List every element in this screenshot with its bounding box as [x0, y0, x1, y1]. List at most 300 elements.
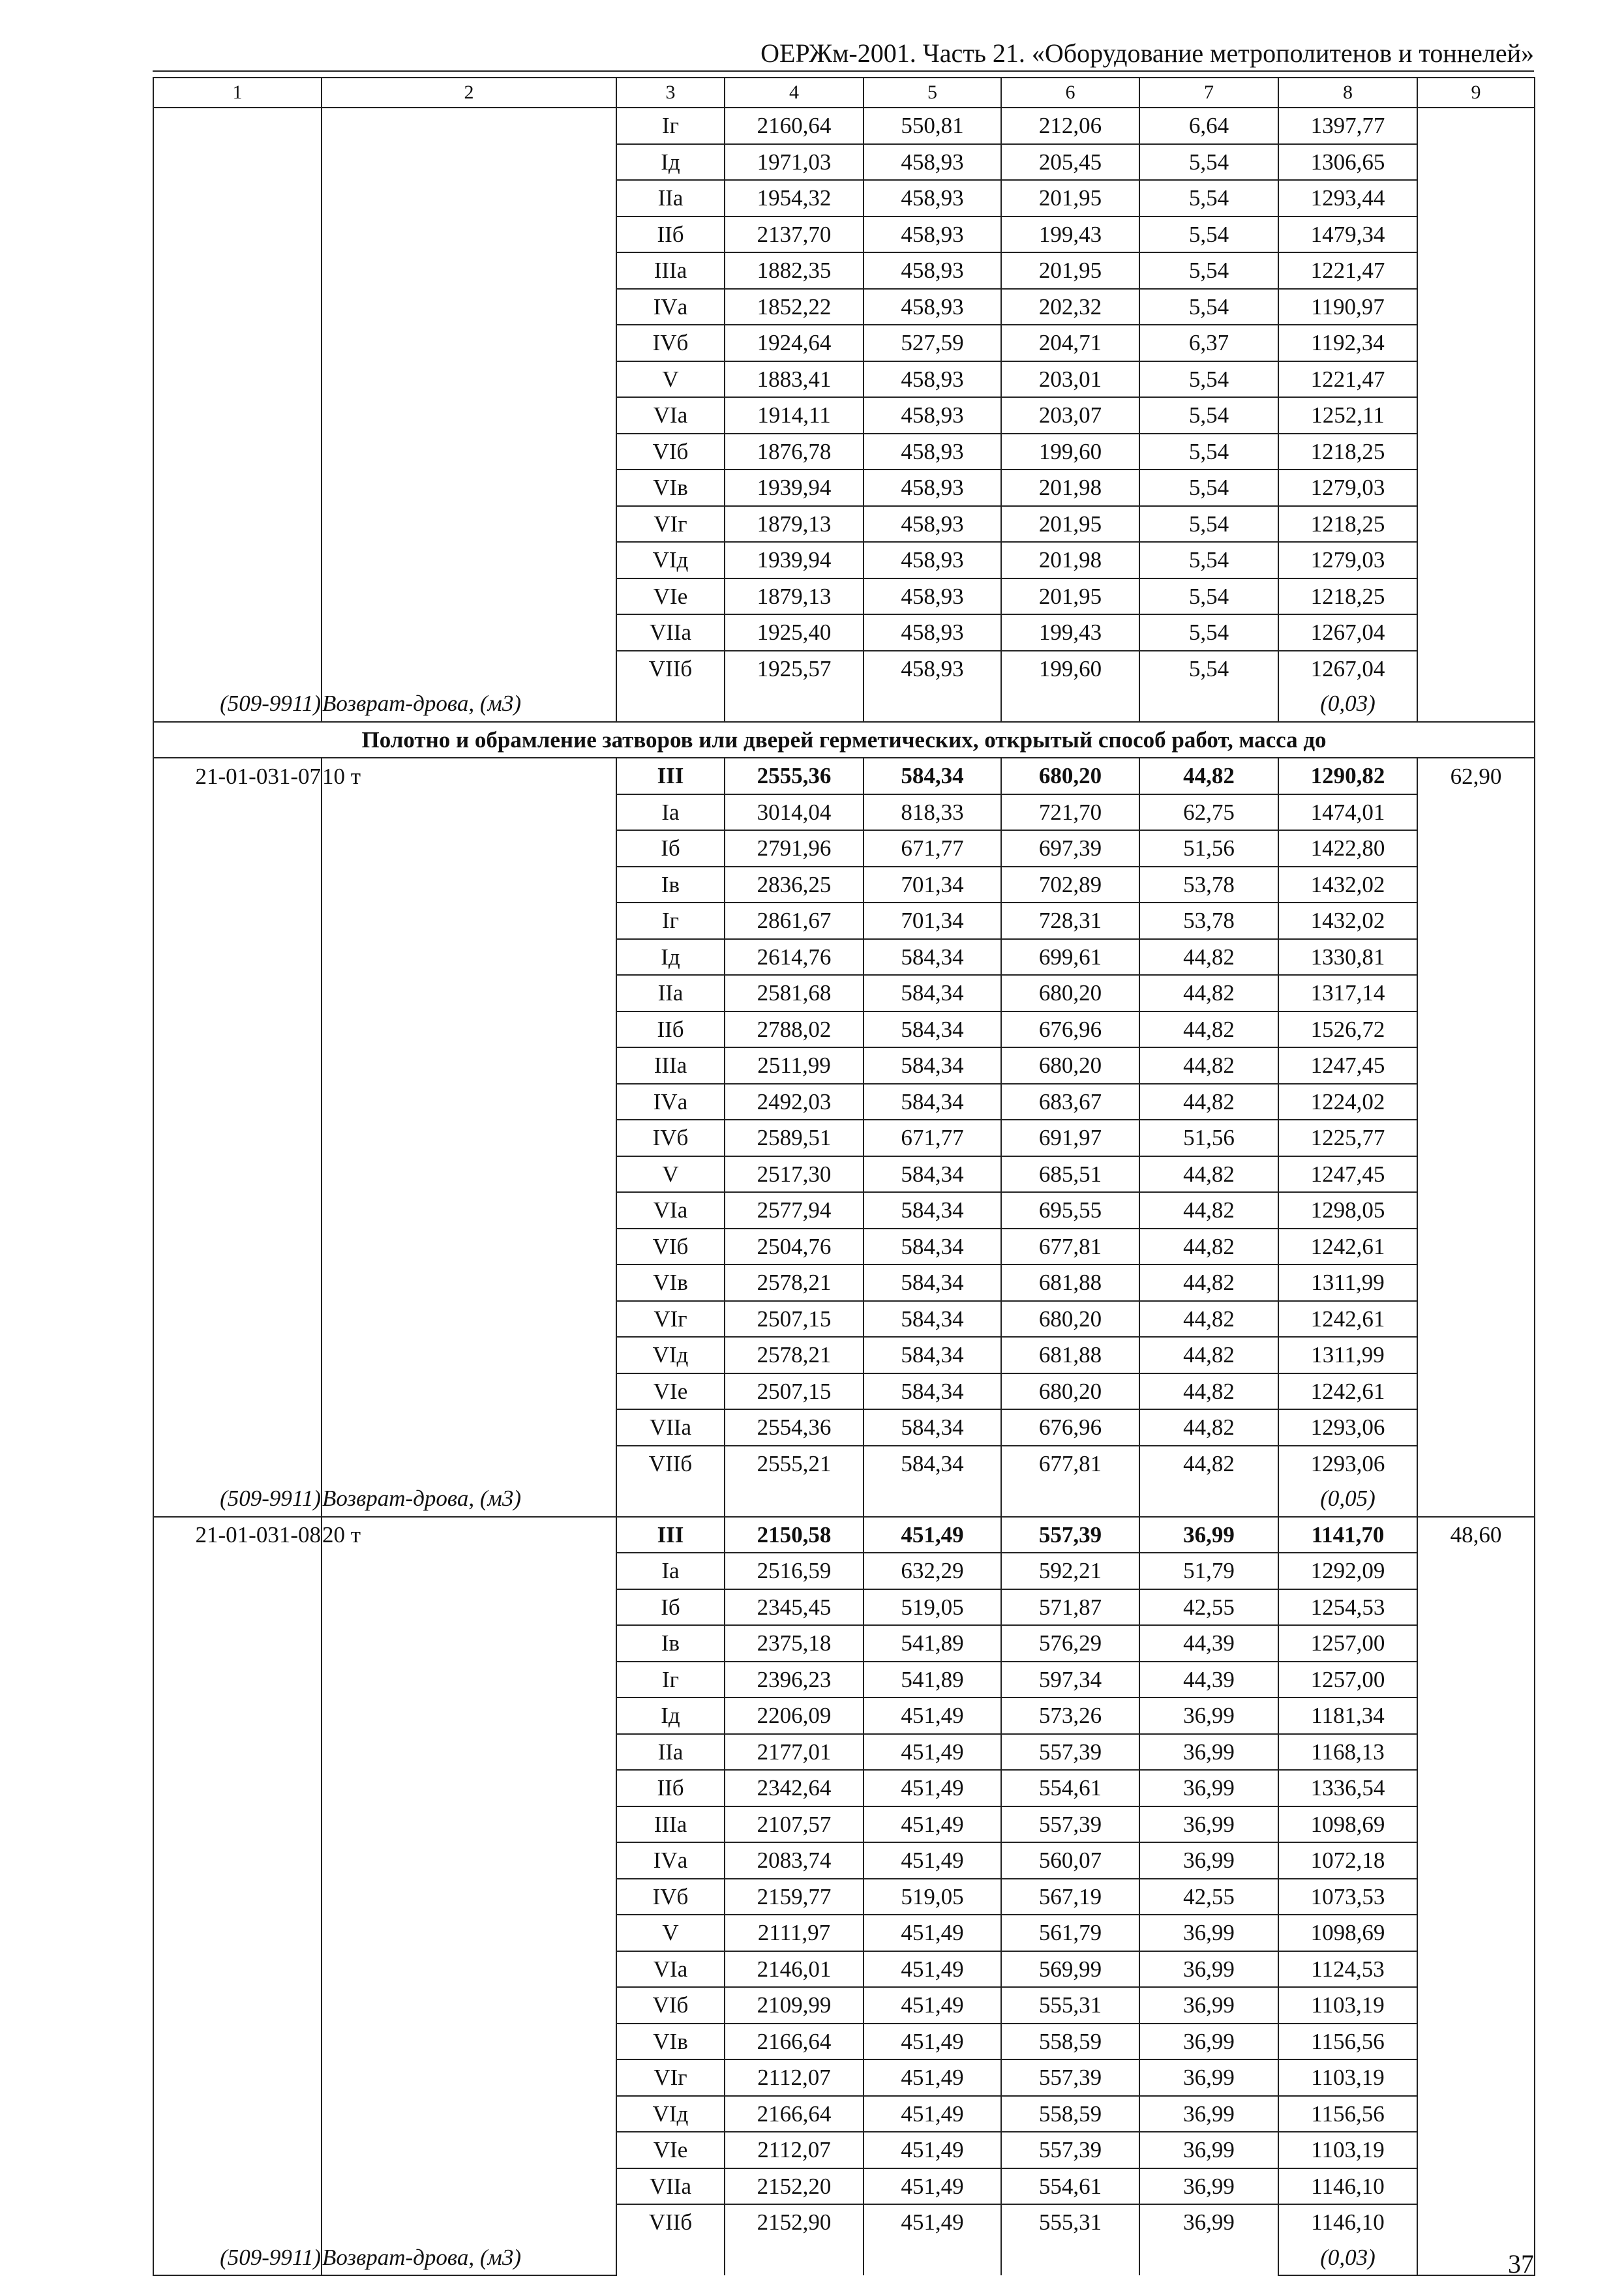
price-row: [153, 1806, 1535, 1843]
work-name-empty: [322, 108, 616, 144]
driver-wages-cell: 44,82: [1139, 1156, 1278, 1193]
machine-operation-cell: 697,39: [1001, 830, 1139, 867]
labor-cell-empty: [1417, 1770, 1535, 1806]
labor-cell-empty: [1417, 144, 1535, 181]
machine-operation-cell: 680,20: [1001, 1047, 1139, 1084]
materials-cell: 1252,11: [1278, 397, 1417, 434]
labor-cell-empty: [1417, 108, 1535, 144]
materials-cell: 1290,82: [1278, 758, 1417, 794]
work-name-empty: [322, 397, 616, 434]
region-zone-cell: IIIа: [616, 252, 725, 289]
work-name-empty: [322, 361, 616, 398]
wages-cell: 584,34: [864, 1192, 1001, 1229]
material-code: (509-9911): [153, 1481, 322, 1517]
driver-wages-cell: 53,78: [1139, 867, 1278, 903]
column-number: 9: [1417, 78, 1535, 108]
direct-costs-cell: 2577,94: [725, 1192, 864, 1229]
driver-wages-cell: 36,99: [1139, 2096, 1278, 2132]
rate-code-empty: [153, 1192, 322, 1229]
labor-cell-empty: [1417, 1446, 1535, 1482]
direct-costs-cell: 2788,02: [725, 1011, 864, 1048]
materials-cell: 1247,45: [1278, 1047, 1417, 1084]
direct-costs-cell: 2578,21: [725, 1337, 864, 1373]
machine-operation-cell: 681,88: [1001, 1264, 1139, 1301]
labor-cell-empty: [1417, 1589, 1535, 1626]
direct-costs-cell: 2581,68: [725, 975, 864, 1011]
driver-wages-cell: 5,54: [1139, 542, 1278, 578]
machine-operation-cell: 199,60: [1001, 651, 1139, 687]
rates-table: [153, 77, 1535, 2276]
machine-operation-cell: 212,06: [1001, 108, 1139, 144]
materials-cell: 1293,06: [1278, 1446, 1417, 1482]
empty-cell: [725, 2240, 864, 2276]
region-zone-cell: VIг: [616, 506, 725, 543]
driver-wages-cell: 44,82: [1139, 1084, 1278, 1120]
machine-operation-cell: 677,81: [1001, 1446, 1139, 1482]
price-row: [153, 2024, 1535, 2060]
region-zone-cell: Iа: [616, 1553, 725, 1589]
region-zone-cell: Iг: [616, 108, 725, 144]
price-row: [153, 578, 1535, 615]
direct-costs-cell: 2507,15: [725, 1301, 864, 1338]
rate-code: 21-01-031-07: [153, 758, 322, 794]
price-row: [153, 1734, 1535, 1771]
wages-cell: 550,81: [864, 108, 1001, 144]
wages-cell: 458,93: [864, 614, 1001, 651]
region-zone-cell: VIа: [616, 1951, 725, 1988]
rate-code-empty: [153, 1229, 322, 1265]
region-zone-cell: VIд: [616, 542, 725, 578]
price-row: [153, 1625, 1535, 1662]
material-row: [153, 2240, 1535, 2276]
machine-operation-cell: 680,20: [1001, 758, 1139, 794]
wages-cell: 541,89: [864, 1625, 1001, 1662]
labor-cell-empty: [1417, 217, 1535, 253]
region-zone-cell: VIIб: [616, 2204, 725, 2240]
price-row: [153, 542, 1535, 578]
empty-cell: [616, 686, 725, 722]
work-name-empty: [322, 1734, 616, 1771]
region-zone-cell: IVб: [616, 1120, 725, 1156]
wages-cell: 584,34: [864, 1156, 1001, 1193]
direct-costs-cell: 1939,94: [725, 470, 864, 506]
rate-code-empty: [153, 1446, 322, 1482]
direct-costs-cell: 2861,67: [725, 903, 864, 939]
price-row: [153, 830, 1535, 867]
driver-wages-cell: 44,82: [1139, 1229, 1278, 1265]
direct-costs-cell: 2589,51: [725, 1120, 864, 1156]
machine-operation-cell: 592,21: [1001, 1553, 1139, 1589]
wages-cell: 451,49: [864, 2059, 1001, 2096]
work-name-empty: [322, 614, 616, 651]
rate-code-empty: [153, 1698, 322, 1734]
column-number: 7: [1139, 78, 1278, 108]
wages-cell: 451,49: [864, 1698, 1001, 1734]
region-zone-cell: IIIа: [616, 1806, 725, 1843]
materials-cell: 1311,99: [1278, 1264, 1417, 1301]
driver-wages-cell: 36,99: [1139, 2024, 1278, 2060]
machine-operation-cell: 554,61: [1001, 2168, 1139, 2205]
materials-cell: 1311,99: [1278, 1337, 1417, 1373]
rate-code-empty: [153, 1806, 322, 1843]
labor-cell-empty: [1417, 1842, 1535, 1879]
driver-wages-cell: 36,99: [1139, 2204, 1278, 2240]
region-zone-cell: VIв: [616, 2024, 725, 2060]
work-name-empty: [322, 1084, 616, 1120]
work-name-empty: [322, 1446, 616, 1482]
direct-costs-cell: 3014,04: [725, 794, 864, 831]
machine-operation-cell: 573,26: [1001, 1698, 1139, 1734]
wages-cell: 584,34: [864, 1446, 1001, 1482]
work-name-empty: [322, 434, 616, 470]
price-row: [153, 434, 1535, 470]
price-row: [153, 1301, 1535, 1338]
labor-cell-empty: [1417, 578, 1535, 615]
materials-cell: 1279,03: [1278, 470, 1417, 506]
machine-operation-cell: 683,67: [1001, 1084, 1139, 1120]
price-row: [153, 1589, 1535, 1626]
rate-code-empty: [153, 1915, 322, 1951]
rate-code-empty: [153, 1373, 322, 1410]
region-zone-cell: Iб: [616, 1589, 725, 1626]
machine-operation-cell: 677,81: [1001, 1229, 1139, 1265]
wages-cell: 458,93: [864, 397, 1001, 434]
region-zone-cell: VIа: [616, 397, 725, 434]
price-row: [153, 2059, 1535, 2096]
labor-cell-empty: [1417, 180, 1535, 217]
driver-wages-cell: 36,99: [1139, 1842, 1278, 1879]
column-number: 2: [322, 78, 616, 108]
region-zone-cell: IVа: [616, 289, 725, 325]
direct-costs-cell: 1924,64: [725, 325, 864, 361]
materials-cell: 1168,13: [1278, 1734, 1417, 1771]
driver-wages-cell: 36,99: [1139, 2132, 1278, 2168]
labor-cell-empty: [1417, 2096, 1535, 2132]
direct-costs-cell: 1954,32: [725, 180, 864, 217]
driver-wages-cell: 5,54: [1139, 397, 1278, 434]
wages-cell: 584,34: [864, 1337, 1001, 1373]
machine-operation-cell: 680,20: [1001, 975, 1139, 1011]
driver-wages-cell: 6,37: [1139, 325, 1278, 361]
machine-operation-cell: 205,45: [1001, 144, 1139, 181]
price-row: [153, 1156, 1535, 1193]
wages-cell: 584,34: [864, 1084, 1001, 1120]
materials-cell: 1279,03: [1278, 542, 1417, 578]
labor-cell-empty: [1417, 1879, 1535, 1915]
section-title: Полотно и обрамление затворов или дверей герметических, открытый способ работ, масса до: [153, 722, 1535, 758]
driver-wages-cell: 36,99: [1139, 1951, 1278, 1988]
work-name-empty: [322, 1770, 616, 1806]
wages-cell: 451,49: [864, 2132, 1001, 2168]
region-zone-cell: Iб: [616, 830, 725, 867]
labor-cell-empty: [1417, 1698, 1535, 1734]
empty-cell: [616, 2240, 725, 2276]
rate-code-empty: [153, 2132, 322, 2168]
wages-cell: 584,34: [864, 1047, 1001, 1084]
driver-wages-cell: 44,82: [1139, 1409, 1278, 1446]
wages-cell: 584,34: [864, 1264, 1001, 1301]
wages-cell: 458,93: [864, 651, 1001, 687]
work-name-empty: [322, 1879, 616, 1915]
region-zone-cell: VIIб: [616, 651, 725, 687]
price-row: [153, 361, 1535, 398]
wages-cell: 458,93: [864, 434, 1001, 470]
machine-operation-cell: 555,31: [1001, 1987, 1139, 2024]
column-number: 5: [864, 78, 1001, 108]
labor-cell-empty: [1417, 1047, 1535, 1084]
material-value: (0,03): [1278, 686, 1417, 722]
region-zone-cell: Iд: [616, 144, 725, 181]
work-name-empty: [322, 1156, 616, 1193]
labor-cell-empty: [1417, 397, 1535, 434]
work-name-empty: [322, 1047, 616, 1084]
rate-code-empty: [153, 1879, 322, 1915]
machine-operation-cell: 554,61: [1001, 1770, 1139, 1806]
materials-cell: 1292,09: [1278, 1553, 1417, 1589]
wages-cell: 451,49: [864, 1734, 1001, 1771]
labor-cell-empty: [1417, 542, 1535, 578]
direct-costs-cell: 1914,11: [725, 397, 864, 434]
labor-cell-empty: [1417, 470, 1535, 506]
labor-cell: 48,60: [1417, 1517, 1535, 1553]
rate-code-empty: [153, 1589, 322, 1626]
wages-cell: 541,89: [864, 1662, 1001, 1698]
driver-wages-cell: 51,56: [1139, 1120, 1278, 1156]
wages-cell: 701,34: [864, 867, 1001, 903]
price-row: [153, 1915, 1535, 1951]
direct-costs-cell: 1879,13: [725, 506, 864, 543]
labor-cell-empty: [1417, 361, 1535, 398]
machine-operation-cell: 199,43: [1001, 217, 1139, 253]
direct-costs-cell: 1939,94: [725, 542, 864, 578]
rate-code-empty: [153, 108, 322, 144]
region-zone-cell: Iд: [616, 1698, 725, 1734]
labor-cell-empty: [1417, 434, 1535, 470]
direct-costs-cell: 2112,07: [725, 2059, 864, 2096]
wages-cell: 451,49: [864, 1806, 1001, 1843]
labor-cell-empty: [1417, 1553, 1535, 1589]
direct-costs-cell: 2109,99: [725, 1987, 864, 2024]
direct-costs-cell: 1876,78: [725, 434, 864, 470]
empty-cell: [1139, 2240, 1278, 2276]
machine-operation-cell: 555,31: [1001, 2204, 1139, 2240]
work-name-empty: [322, 867, 616, 903]
labor-cell-empty: [1417, 2024, 1535, 2060]
labor-cell-empty: [1417, 1373, 1535, 1410]
work-name-empty: [322, 2204, 616, 2240]
work-name-empty: [322, 794, 616, 831]
wages-cell: 451,49: [864, 2168, 1001, 2205]
work-name-empty: [322, 1589, 616, 1626]
price-row: [153, 470, 1535, 506]
price-row: [153, 1517, 1535, 1553]
materials-cell: 1293,06: [1278, 1409, 1417, 1446]
empty-cell: [1001, 686, 1139, 722]
region-zone-cell: Iв: [616, 1625, 725, 1662]
materials-cell: 1298,05: [1278, 1192, 1417, 1229]
rate-code-empty: [153, 939, 322, 976]
direct-costs-cell: 2791,96: [725, 830, 864, 867]
machine-operation-cell: 203,01: [1001, 361, 1139, 398]
direct-costs-cell: 1925,57: [725, 651, 864, 687]
work-name-empty: [322, 325, 616, 361]
driver-wages-cell: 5,54: [1139, 217, 1278, 253]
region-zone-cell: VIг: [616, 1301, 725, 1338]
driver-wages-cell: 44,82: [1139, 1047, 1278, 1084]
driver-wages-cell: 36,99: [1139, 1987, 1278, 2024]
materials-cell: 1242,61: [1278, 1373, 1417, 1410]
materials-cell: 1257,00: [1278, 1625, 1417, 1662]
work-name-empty: [322, 578, 616, 615]
driver-wages-cell: 44,82: [1139, 1337, 1278, 1373]
rate-code-empty: [153, 1409, 322, 1446]
price-row: [153, 651, 1535, 687]
work-name-empty: [322, 1987, 616, 2024]
wages-cell: 451,49: [864, 1842, 1001, 1879]
material-value: (0,03): [1278, 2240, 1417, 2276]
labor-cell: 62,90: [1417, 758, 1535, 794]
machine-operation-cell: 557,39: [1001, 1734, 1139, 1771]
direct-costs-cell: 2177,01: [725, 1734, 864, 1771]
machine-operation-cell: 201,95: [1001, 252, 1139, 289]
price-row: [153, 1987, 1535, 2024]
rate-code-empty: [153, 651, 322, 687]
wages-cell: 458,93: [864, 542, 1001, 578]
driver-wages-cell: 5,54: [1139, 180, 1278, 217]
machine-operation-cell: 201,95: [1001, 506, 1139, 543]
work-name-empty: [322, 830, 616, 867]
rate-code-empty: [153, 830, 322, 867]
direct-costs-cell: 2342,64: [725, 1770, 864, 1806]
driver-wages-cell: 44,82: [1139, 1446, 1278, 1482]
driver-wages-cell: 53,78: [1139, 903, 1278, 939]
wages-cell: 818,33: [864, 794, 1001, 831]
column-number-row: [153, 78, 1535, 108]
rate-code-empty: [153, 1156, 322, 1193]
wages-cell: 451,49: [864, 2024, 1001, 2060]
machine-operation-cell: 199,43: [1001, 614, 1139, 651]
labor-cell-empty: [1417, 1987, 1535, 2024]
direct-costs-cell: 2555,36: [725, 758, 864, 794]
region-zone-cell: VIд: [616, 2096, 725, 2132]
labor-cell-empty: [1417, 794, 1535, 831]
wages-cell: 584,34: [864, 758, 1001, 794]
wages-cell: 519,05: [864, 1589, 1001, 1626]
machine-operation-cell: 728,31: [1001, 903, 1139, 939]
wages-cell: 584,34: [864, 1229, 1001, 1265]
region-zone-cell: Iд: [616, 939, 725, 976]
materials-cell: 1218,25: [1278, 506, 1417, 543]
region-zone-cell: VIб: [616, 1229, 725, 1265]
rate-code-empty: [153, 1011, 322, 1048]
rate-code-empty: [153, 252, 322, 289]
driver-wages-cell: 5,54: [1139, 470, 1278, 506]
driver-wages-cell: 44,82: [1139, 1301, 1278, 1338]
region-zone-cell: IIб: [616, 1770, 725, 1806]
labor-cell-empty: [1417, 1662, 1535, 1698]
labor-cell-empty: [1417, 830, 1535, 867]
machine-operation-cell: 557,39: [1001, 1806, 1139, 1843]
wages-cell: 451,49: [864, 1915, 1001, 1951]
rate-code-empty: [153, 614, 322, 651]
machine-operation-cell: 721,70: [1001, 794, 1139, 831]
rate-code-empty: [153, 578, 322, 615]
price-row: [153, 397, 1535, 434]
materials-cell: 1397,77: [1278, 108, 1417, 144]
empty-cell: [864, 1481, 1001, 1517]
region-zone-cell: Iа: [616, 794, 725, 831]
rate-code-empty: [153, 144, 322, 181]
price-row: [153, 794, 1535, 831]
labor-cell-empty: [1417, 1481, 1535, 1517]
work-name-empty: [322, 975, 616, 1011]
direct-costs-cell: 2345,45: [725, 1589, 864, 1626]
materials-cell: 1072,18: [1278, 1842, 1417, 1879]
wages-cell: 632,29: [864, 1553, 1001, 1589]
price-row: [153, 506, 1535, 543]
rate-code-empty: [153, 1337, 322, 1373]
region-zone-cell: Iв: [616, 867, 725, 903]
price-row: [153, 1770, 1535, 1806]
labor-cell-empty: [1417, 2132, 1535, 2168]
machine-operation-cell: 560,07: [1001, 1842, 1139, 1879]
direct-costs-cell: 2555,21: [725, 1446, 864, 1482]
wages-cell: 458,93: [864, 180, 1001, 217]
wages-cell: 584,34: [864, 1301, 1001, 1338]
price-row: [153, 1951, 1535, 1988]
machine-operation-cell: 680,20: [1001, 1301, 1139, 1338]
wages-cell: 451,49: [864, 2096, 1001, 2132]
region-zone-cell: VIе: [616, 2132, 725, 2168]
materials-cell: 1225,77: [1278, 1120, 1417, 1156]
wages-cell: 451,49: [864, 1951, 1001, 1988]
price-row: [153, 252, 1535, 289]
direct-costs-cell: 2578,21: [725, 1264, 864, 1301]
region-zone-cell: IIб: [616, 1011, 725, 1048]
driver-wages-cell: 36,99: [1139, 1517, 1278, 1553]
driver-wages-cell: 36,99: [1139, 2059, 1278, 2096]
price-row: [153, 903, 1535, 939]
empty-cell: [864, 686, 1001, 722]
rate-code-empty: [153, 1770, 322, 1806]
materials-cell: 1156,56: [1278, 2024, 1417, 2060]
price-row: [153, 1011, 1535, 1048]
labor-cell-empty: [1417, 1192, 1535, 1229]
materials-cell: 1190,97: [1278, 289, 1417, 325]
work-name-empty: [322, 1553, 616, 1589]
region-zone-cell: IIб: [616, 217, 725, 253]
material-row: [153, 686, 1535, 722]
rate-code-empty: [153, 434, 322, 470]
driver-wages-cell: 36,99: [1139, 1770, 1278, 1806]
wages-cell: 458,93: [864, 470, 1001, 506]
direct-costs-cell: 2112,07: [725, 2132, 864, 2168]
work-name-empty: [322, 470, 616, 506]
rate-code-empty: [153, 470, 322, 506]
price-row: [153, 1084, 1535, 1120]
wages-cell: 458,93: [864, 217, 1001, 253]
direct-costs-cell: 2511,99: [725, 1047, 864, 1084]
work-name-empty: [322, 1698, 616, 1734]
machine-operation-cell: 561,79: [1001, 1915, 1139, 1951]
rate-code-empty: [153, 2168, 322, 2205]
wages-cell: 584,34: [864, 939, 1001, 976]
work-name-empty: [322, 1373, 616, 1410]
region-zone-cell: VIIа: [616, 1409, 725, 1446]
machine-operation-cell: 557,39: [1001, 1517, 1139, 1553]
machine-operation-cell: 201,95: [1001, 578, 1139, 615]
work-name-empty: [322, 217, 616, 253]
